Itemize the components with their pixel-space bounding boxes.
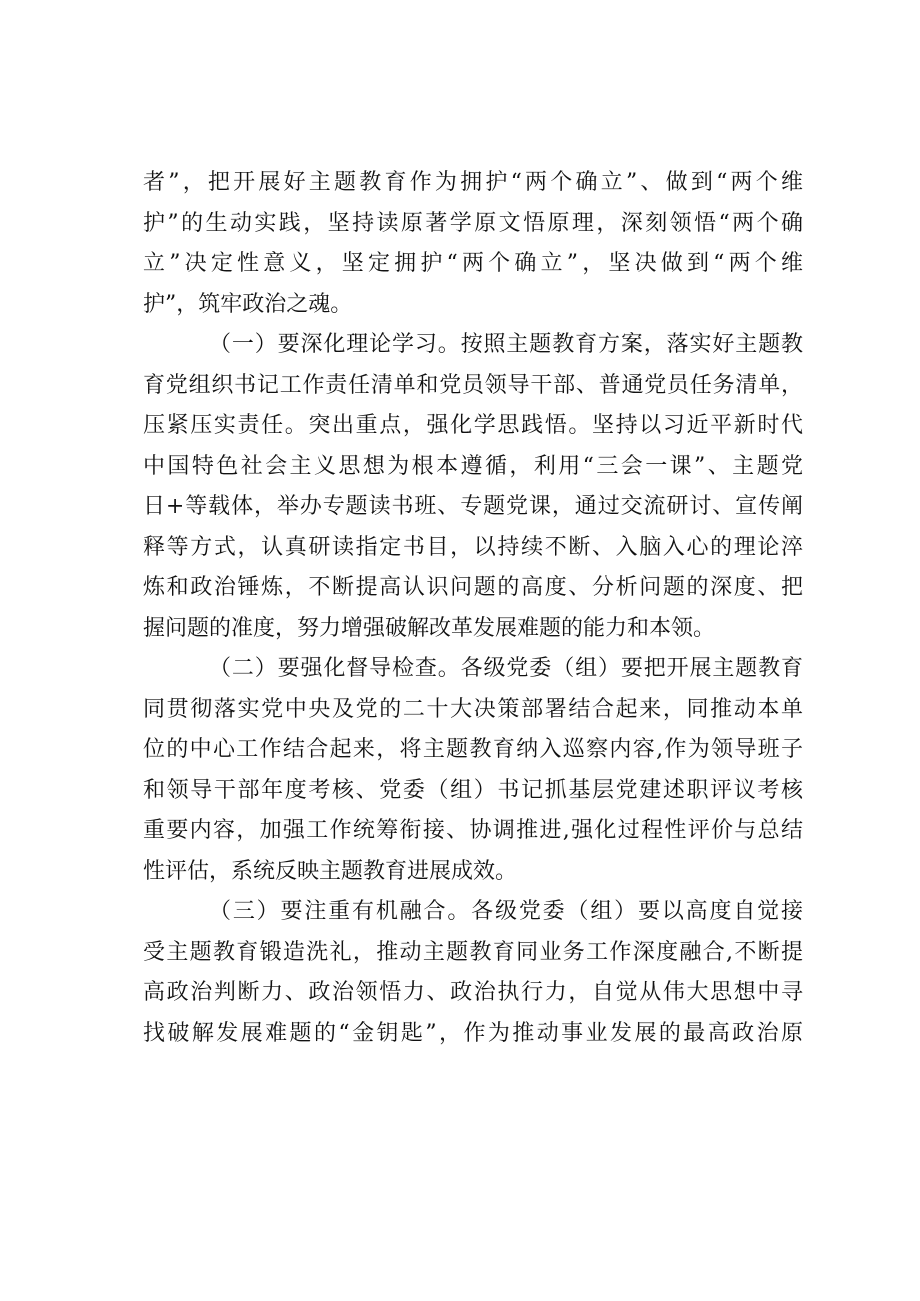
- text-line: 立”决定性意义，坚定拥护“两个确立”，坚决做到“两个维: [143, 251, 803, 276]
- paragraph-section-2: [143, 649, 803, 892]
- text-line: 握问题的准度，努力增强破解改革发展难题的能力和本领。: [143, 615, 716, 641]
- text-line: 受主题教育锻造洗礼，推动主题教育同业务工作深度融合,不断提: [143, 939, 803, 965]
- text-line: 找破解发展难题的“金钥匙”，作为推动事业发展的最高政治原: [143, 1020, 803, 1046]
- paragraph-section-1: [143, 325, 803, 649]
- paragraph-section-3: [143, 892, 803, 1054]
- text-line: 炼和政治锤炼，不断提高认识问题的高度、分析问题的深度、把: [143, 575, 803, 600]
- section-2-heading-line: （二）要强化督导检查。各级党委（组）要把开展主题教育: [209, 656, 803, 681]
- section-3-heading-line: （三）要注重有机融合。各级党委（组）要以高度自觉接: [209, 899, 803, 924]
- section-1-heading-line: （一）要深化理论学习。按照主题教育方案，落实好主题教: [209, 332, 803, 357]
- paragraph-intro-continuation: [143, 163, 803, 325]
- text-line: 高政治判断力、政治领悟力、政治执行力，自觉从伟大思想中寻: [143, 980, 803, 1005]
- text-line: 位的中心工作结合起来，将主题教育纳入巡察内容,作为领导班子: [143, 737, 803, 762]
- text-line: 重要内容，加强工作统筹衔接、协调推进,强化过程性评价与总结: [143, 818, 803, 843]
- text-line: 育党组织书记工作责任清单和党员领导干部、普通党员任务清单，: [143, 372, 803, 398]
- text-line: 中国特色社会主义思想为根本遵循，利用“三会一课”、主题党: [143, 453, 803, 479]
- text-line: 护”的生动实践，坚持读原著学原文悟原理，深刻领悟“两个确: [143, 210, 803, 236]
- text-line: 者”，把开展好主题教育作为拥护“两个确立”、做到“两个维: [143, 170, 803, 195]
- body-text: [143, 163, 803, 1054]
- text-line: 释等方式，认真研读指定书目，以持续不断、入脑入心的理论淬: [143, 534, 803, 560]
- text-line: 压紧压实责任。突出重点，强化学思践悟。坚持以习近平新时代: [143, 413, 803, 438]
- text-line: 护”，筑牢政治之魂。: [143, 291, 353, 317]
- text-line: 性评估，系统反映主题教育进展成效。: [143, 858, 518, 884]
- text-line: 和领导干部年度考核、党委（组）书记抓基层党建述职评议考核: [143, 777, 803, 803]
- text-line: 日+等载体，举办专题读书班、专题党课，通过交流研讨、宣传阐: [143, 494, 803, 519]
- text-line: 同贯彻落实党中央及党的二十大决策部署结合起来，同推动本单: [143, 696, 803, 722]
